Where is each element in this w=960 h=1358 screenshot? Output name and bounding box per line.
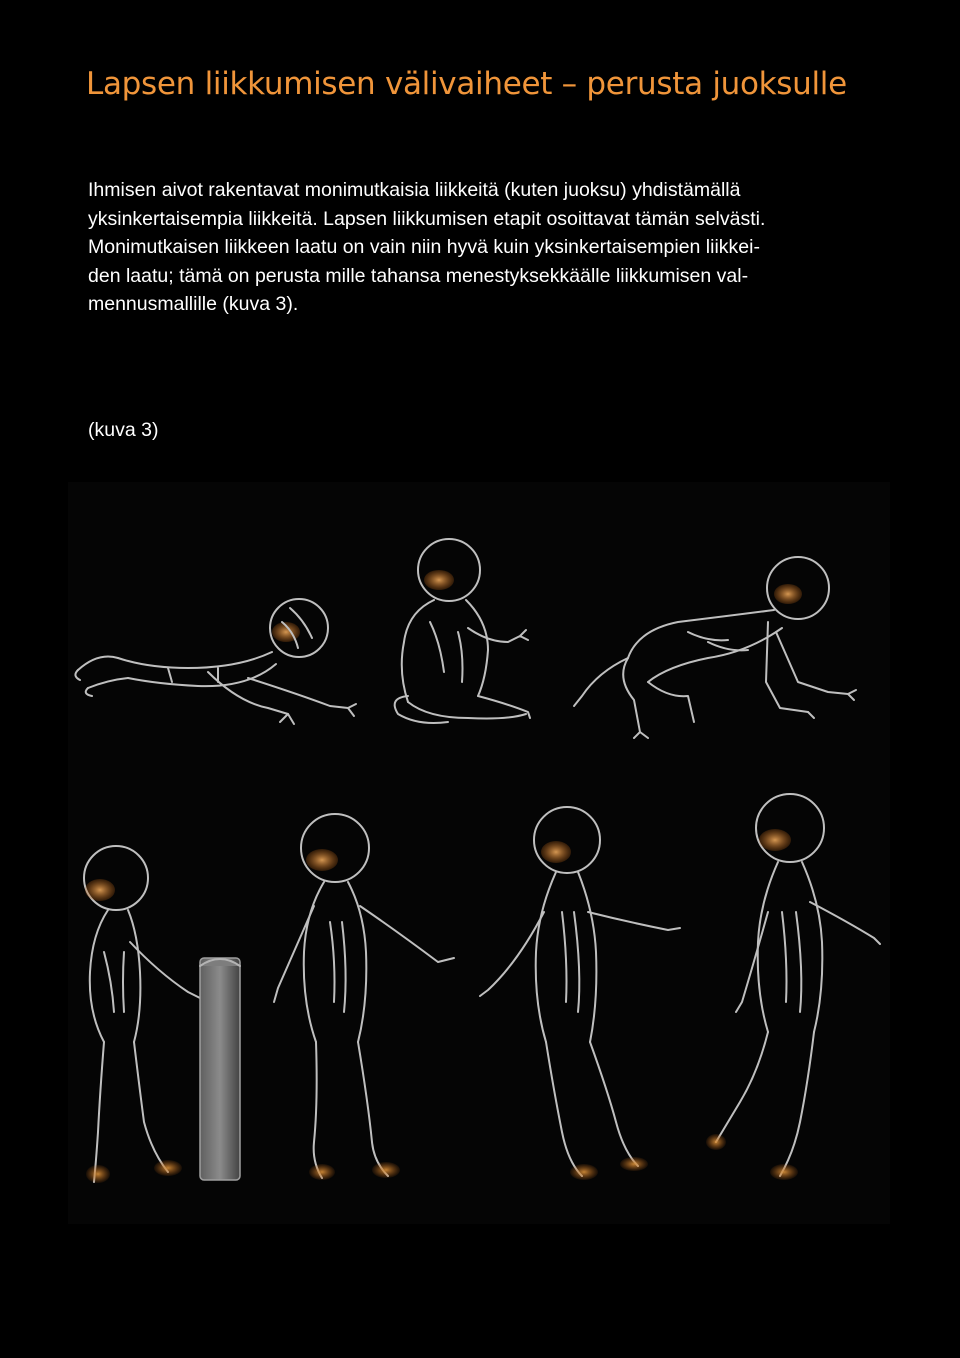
- development-stages-illustration: [68, 482, 890, 1224]
- baby-walking: [480, 807, 680, 1180]
- baby-sitting: [395, 539, 530, 723]
- support-pillar: [200, 958, 240, 1180]
- paragraph-line: yksinkertaisempia liikkeitä. Lapsen liikkumisen etapit osoittavat tämän selvästi.: [88, 207, 766, 230]
- baby-running: [706, 794, 880, 1180]
- baby-crawling: [574, 557, 856, 738]
- figure-caption: (kuva 3): [88, 419, 159, 441]
- paragraph-line: den laatu; tämä on perusta mille tahansa menestyksekkäälle liikkumisen val-: [88, 264, 749, 287]
- paragraph-line: Ihmisen aivot rakentavat monimutkaisia liikkeitä (kuten juoksu) yhdistämällä: [88, 179, 741, 201]
- baby-standing-with-support: [84, 846, 204, 1183]
- page-title: Lapsen liikkumisen välivaiheet – perusta juoksulle: [86, 66, 847, 102]
- paragraph-line: mennusmallille (kuva 3).: [88, 293, 299, 315]
- intro-paragraph: [88, 176, 888, 319]
- motor-development-figure: [68, 482, 890, 1224]
- baby-first-steps: [274, 814, 454, 1180]
- paragraph-line: Monimutkaisen liikkeen laatu on vain niin hyvä kuin yksinkertaisempien liikkei-: [88, 236, 760, 258]
- baby-lying-prone: [75, 599, 356, 724]
